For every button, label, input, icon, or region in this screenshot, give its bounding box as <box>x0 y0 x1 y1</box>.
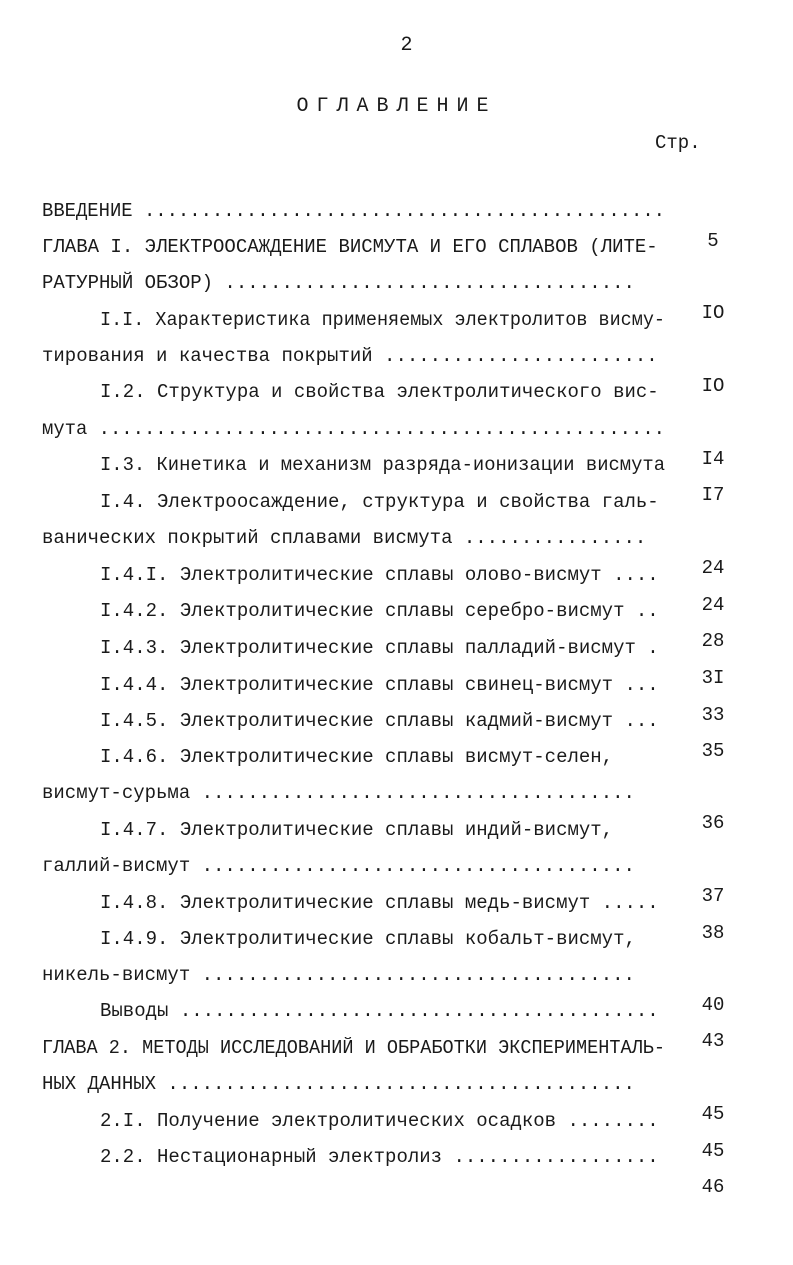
toc-entry-page: 40 <box>701 994 725 1016</box>
toc-entry-text: никель-висмут ...................................... <box>42 964 635 986</box>
toc-entry-page: 5 <box>707 230 719 252</box>
toc-entry-text: I.I. Характеристика применяемых электролитов висму- <box>100 309 665 331</box>
toc-entry-text: мута .................................................. <box>42 418 665 440</box>
toc-entry-text: тирования и качества покрытий ........................ <box>42 345 658 367</box>
toc-entry-page: 38 <box>701 922 725 944</box>
toc-entry-page: 36 <box>701 812 725 834</box>
toc-entry-page: 46 <box>701 1176 725 1198</box>
toc-entry-text: I.4.8. Электролитические сплавы медь-висмут ..... <box>100 892 659 914</box>
toc-entry-text: НЫХ ДАННЫХ ......................................... <box>42 1073 635 1095</box>
toc-entry-text: РАТУРНЫЙ ОБЗОР) .................................... <box>42 272 635 294</box>
toc-entry-text: I.4.9. Электролитические сплавы кобальт-висмут, <box>100 928 636 950</box>
toc-entry-text: 2.2. Нестационарный электролиз .................. <box>100 1146 659 1168</box>
toc-entry-page: 24 <box>701 557 725 579</box>
toc-entry-text: I.4.3. Электролитические сплавы палладий-висмут . <box>100 637 659 659</box>
toc-entry-page: I4 <box>701 448 725 470</box>
toc-entry-page: 45 <box>701 1140 725 1162</box>
toc-entry-text: I.4.5. Электролитические сплавы кадмий-висмут ... <box>100 710 659 732</box>
toc-entry-text: галлий-висмут ...................................... <box>42 855 635 877</box>
toc-entry-page: IO <box>701 375 725 397</box>
toc-entry-page: 43 <box>701 1030 725 1052</box>
toc-entry-text: Выводы .......................................... <box>100 1000 659 1022</box>
toc-entry-text: I.4.2. Электролитические сплавы серебро-висмут .. <box>100 600 659 622</box>
toc-entry-page: IO <box>701 302 725 324</box>
toc-entry-text: I.2. Структура и свойства электролитического вис- <box>100 381 659 403</box>
toc-entry-page: 24 <box>701 594 725 616</box>
page-column-label: Стр. <box>655 132 701 154</box>
toc-entry-text: I.4. Электроосаждение, структура и свойства галь- <box>100 491 659 513</box>
toc-entry-text: ванических покрытий сплавами висмута ................ <box>42 527 647 549</box>
toc-entry-text: I.4.4. Электролитические сплавы свинец-висмут ... <box>100 674 659 696</box>
toc-entry-page: 28 <box>701 630 725 652</box>
page-number: 2 <box>400 34 413 57</box>
toc-entry-text: висмут-сурьма ...................................... <box>42 782 635 804</box>
toc-entry-page: 37 <box>701 885 725 907</box>
toc-entry-text: I.4.I. Электролитические сплавы олово-висмут .... <box>100 564 659 586</box>
toc-entry-text: I.3. Кинетика и механизм разряда-ионизации висмута <box>100 454 665 476</box>
toc-entry-page: I7 <box>701 484 725 506</box>
toc-entry-page: 33 <box>701 704 725 726</box>
toc-entry-text: I.4.7. Электролитические сплавы индий-висмут, <box>100 819 614 841</box>
toc-entry-text: ВВЕДЕНИЕ .............................................. <box>42 200 665 222</box>
toc-entry-page: 35 <box>701 740 725 762</box>
toc-entry-text: I.4.6. Электролитические сплавы висмут-селен, <box>100 746 614 768</box>
toc-entry <box>0 202 793 258</box>
toc-entry-page: 45 <box>701 1103 725 1125</box>
toc-entry-text: 2.I. Получение электролитических осадков ........ <box>100 1110 659 1132</box>
page-title: ОГЛАВЛЕНИЕ <box>296 95 497 118</box>
toc-entry-text: ГЛАВА I. ЭЛЕКТРООСАЖДЕНИЕ ВИСМУТА И ЕГО СПЛАВОВ (ЛИТЕ- <box>42 236 658 258</box>
toc-entry-page: 3I <box>701 667 725 689</box>
toc-entry-text: ГЛАВА 2. МЕТОДЫ ИССЛЕДОВАНИЙ И ОБРАБОТКИ ЭКСПЕРИМЕНТАЛЬ- <box>42 1037 665 1059</box>
